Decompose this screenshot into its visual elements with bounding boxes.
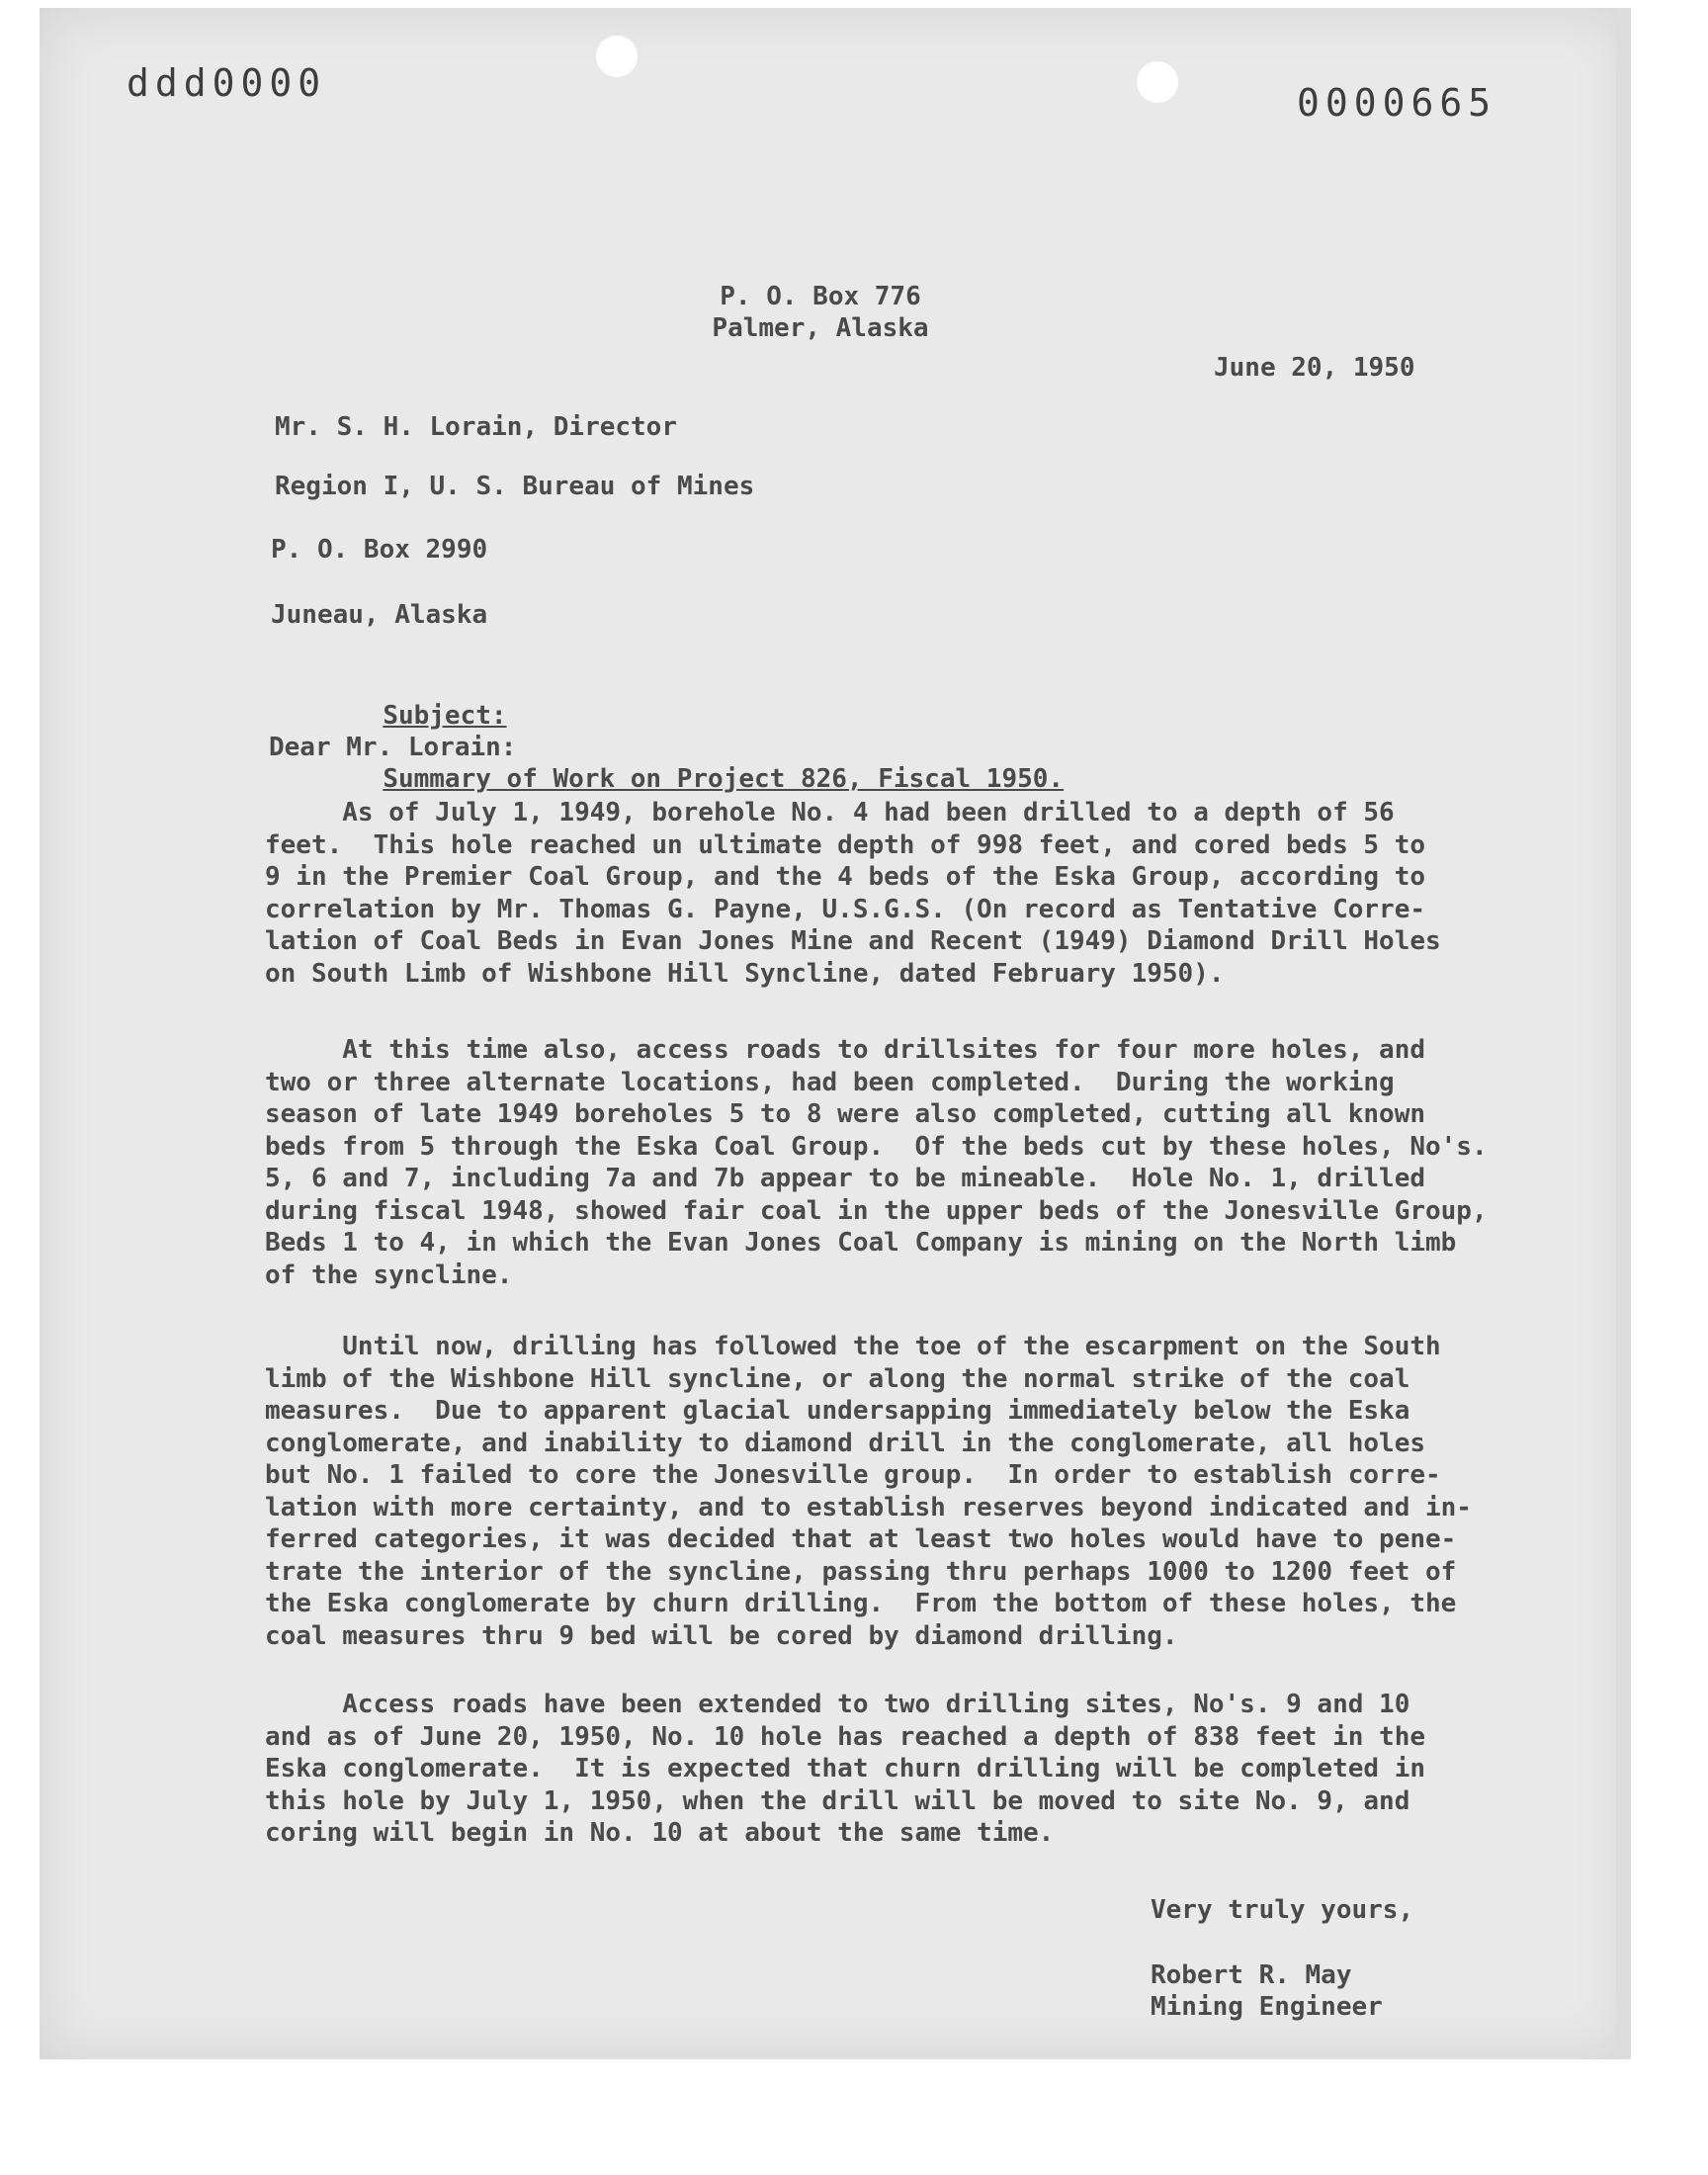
letter-date: June 20, 1950 [1214,353,1415,383]
paragraph-line: season of late 1949 boreholes 5 to 8 were also completed, cutting all known [265,1099,1425,1129]
paragraph-line: 9 in the Premier Coal Group, and the 4 beds of the Eska Group, according to [265,862,1425,892]
paragraph-line: and as of June 20, 1950, No. 10 hole has reached a depth of 838 feet in the [265,1721,1425,1752]
paragraph-line: correlation by Mr. Thomas G. Payne, U.S.G.S. (On record as Tentative Corre- [265,894,1425,924]
addressee-line4: Juneau, Alaska [271,600,488,630]
paragraph-line: At this time also, access roads to drillsites for four more holes, and [265,1035,1425,1065]
punch-hole-right [1137,61,1178,103]
paper-edge-shadow [1616,8,1631,2059]
body-paragraph-3 [265,1331,1550,1652]
subject-text: Summary of Work on Project 826, Fiscal 1950. [383,764,1065,794]
paragraph-line: Beds 1 to 4, in which the Evan Jones Coal Company is mining on the North limb [265,1228,1457,1258]
paragraph-line: coal measures thru 9 bed will be cored by diamond drilling. [265,1620,1178,1651]
paragraph-line: but No. 1 failed to core the Jonesville group. In order to establish corre- [265,1460,1441,1490]
subject-label: Subject: [383,701,507,731]
paragraph-line: lation of Coal Beds in Evan Jones Mine and Recent (1949) Diamond Drill Holes [265,926,1441,956]
paragraph-line: during fiscal 1948, showed fair coal in the upper beds of the Jonesville Group, [265,1195,1488,1226]
paragraph-line: the Eska conglomerate by churn drilling. From the bottom of these holes, the [265,1589,1457,1618]
body-paragraph-1 [265,797,1550,990]
closing: Very truly yours, [1151,1895,1414,1925]
paragraph-line: coring will begin in No. 10 at about the same time. [265,1818,1055,1848]
paragraph-line: feet. This hole reached un ultimate depth of 998 feet, and cored beds 5 to [265,829,1425,860]
paragraph-line: measures. Due to apparent glacial undersapping immediately below the Eska [265,1396,1410,1426]
return-address-line1: P. O. Box 776 [720,282,921,311]
paragraph-line: beds from 5 through the Eska Coal Group. Of the beds cut by these holes, No's. [265,1131,1488,1162]
return-address-line2: Palmer, Alaska [712,313,929,343]
paragraph-line: conglomerate, and inability to diamond drill in the conglomerate, all holes [265,1428,1425,1458]
addressee-line1: Mr. S. H. Lorain, Director [275,412,677,442]
paragraph-line: trate the interior of the syncline, passing thru perhaps 1000 to 1200 feet of [265,1556,1457,1587]
addressee-line3: P. O. Box 2990 [271,535,488,565]
document-id-left: ddd0000 [127,61,327,105]
paragraph-line: Access roads have been extended to two drilling sites, No's. 9 and 10 [265,1690,1410,1719]
paragraph-line: two or three alternate locations, had been completed. During the working [265,1067,1395,1097]
paragraph-line: As of July 1, 1949, borehole No. 4 had been drilled to a depth of 56 [265,798,1395,827]
document-id-right: 0000665 [1297,81,1497,125]
paragraph-line: of the syncline. [265,1260,513,1290]
signature-name: Robert R. May [1151,1960,1352,1990]
paragraph-line: ferred categories, it was decided that at least two holes would have to pene- [265,1524,1457,1554]
paragraph-line: Until now, drilling has followed the toe of the escarpment on the South [265,1332,1441,1361]
body-paragraph-4 [265,1689,1550,1850]
body-paragraph-2 [265,1034,1550,1291]
paragraph-line: this hole by July 1, 1950, when the drill will be moved to site No. 9, and [265,1785,1410,1816]
paragraph-line: on South Limb of Wishbone Hill Syncline, dated February 1950). [265,958,1225,989]
salutation: Dear Mr. Lorain: [269,733,517,762]
paragraph-line: lation with more certainty, and to establish reserves beyond indicated and in- [265,1492,1472,1522]
punch-hole-left [596,36,638,77]
paragraph-line: limb of the Wishbone Hill syncline, or along the normal strike of the coal [265,1363,1410,1394]
signature-title: Mining Engineer [1151,1992,1383,2022]
addressee-line2: Region I, U. S. Bureau of Mines [275,472,755,501]
paragraph-line: Eska conglomerate. It is expected that churn drilling will be completed in [265,1754,1425,1784]
paragraph-line: 5, 6 and 7, including 7a and 7b appear to be mineable. Hole No. 1, drilled [265,1164,1425,1193]
